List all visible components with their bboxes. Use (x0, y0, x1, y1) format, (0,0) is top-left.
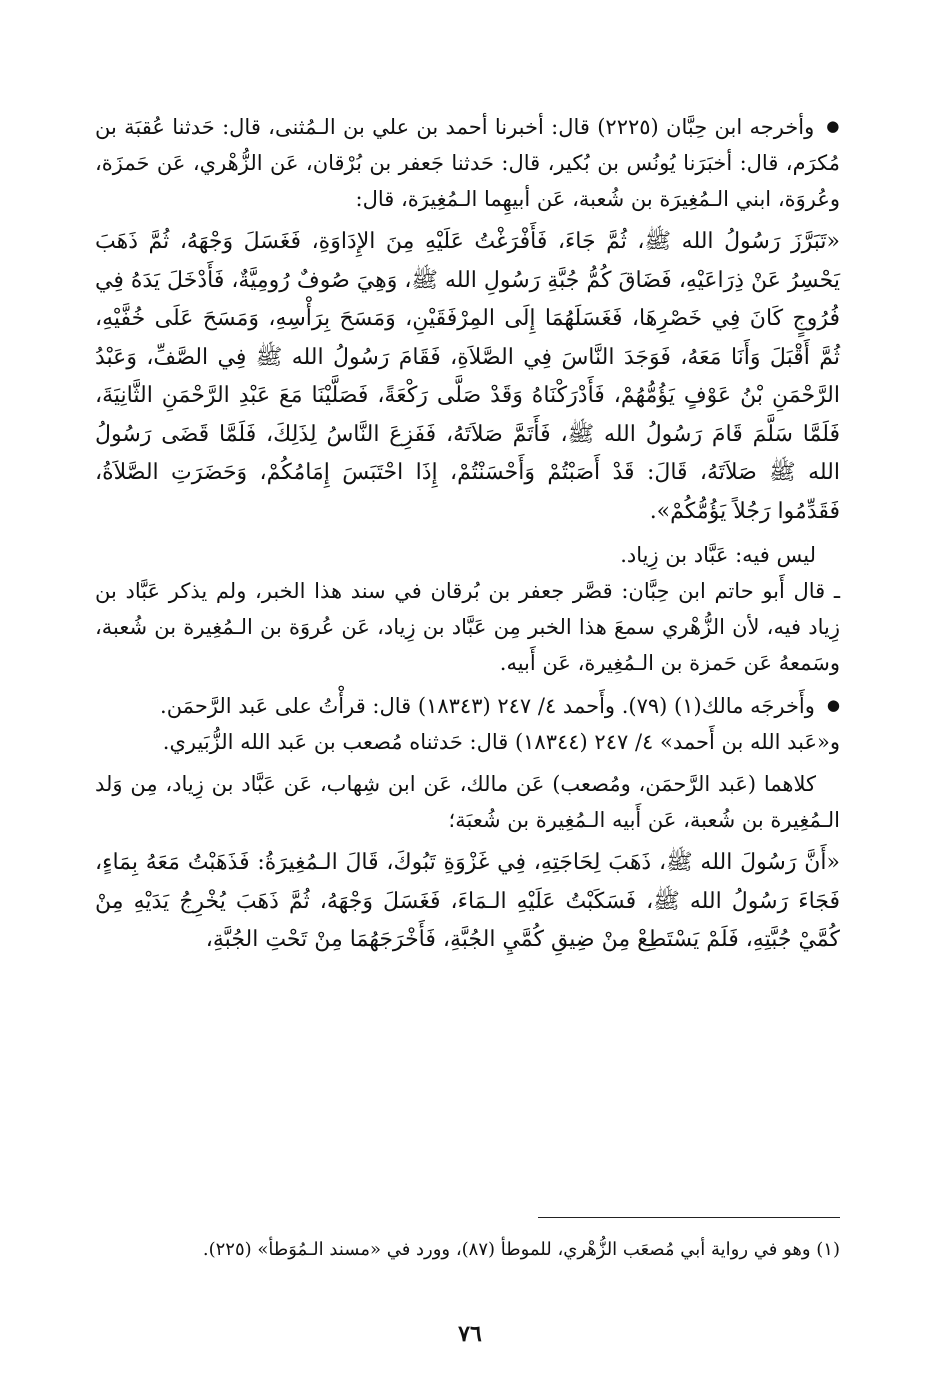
hadith-chain-summary: كلاهما (عَبد الرَّحمَن، ومُصعب) عَن مالك، عَن ابن شِهاب، عَن عَبَّاد بن زِياد، مِن وَلد الـمُغِيرة بن شُعبة، عَن أَبيه الـمُغِيرة بن شُعبَة؛ (95, 772, 840, 832)
hadith-text-1: «تَبَرَّزَ رَسُولُ الله ﷺ، ثُمَّ جَاءَ، فَأَفْرَغْتُ عَلَيْهِ مِنَ الإِدَاوَةِ، فَغَسَلَ وَجْهَهُ، ثُمَّ ذَهَبَ يَحْسِرُ عَنْ ذِرَاعَيْهِ، فَضَاقَ كُمُّ جُبَّةِ رَسُولِ الله ﷺ، وَهِيَ صُوفٌ رُومِيَّةٌ، فَأَدْخَلَ يَدَهُ فِي فُرُوجٍ كَانَ فِي خَصْرِهَا، فَغَسَلَهُمَا إِلَى المِرْفَقَيْنِ، وَمَسَحَ بِرَأْسِهِ، وَمَسَحَ عَلَى خُفَّيْهِ، ثُمَّ أَقْبَلَ وَأَنَا مَعَهُ، فَوَجَدَ النَّاسَ فِي الصَّلاَةِ، فَقَامَ رَسُولُ الله ﷺ فِي الصَّفِّ، وَعَبْدُ الرَّحْمَنِ بْنُ عَوْفٍ يَؤُمُّهُمْ، فَأَدْرَكْنَاهُ وَقَدْ صَلَّى رَكْعَةً، فَصَلَّيْنَا مَعَ عَبْدِ الرَّحْمَنِ الثَّانِيَةَ، فَلَمَّا سَلَّمَ قَامَ رَسُولُ الله ﷺ، فَأَتَمَّ صَلاَتَهُ، فَفَزِعَ النَّاسُ لِذَلِكَ، فَلَمَّا قَضَى رَسُولُ الله ﷺ صَلاَتَهُ، قَالَ: قَدْ أَصَبْتُمْ وَأَحْسَنْتُمْ، إِذَا احْتَبَسَ إِمَامُكُمْ، وَحَضَرَتِ الصَّلاَةُ، فَقَدِّمُوا رَجُلاً يَؤُمُّكُمْ». (95, 229, 840, 524)
footnote: (١) وهو في رواية أبي مُصعَب الزُّهْري، للموطأ (٨٧)، وورد في «مسند الـمُوَطأ» (٢٢٥). (202, 1239, 840, 1260)
footnote-divider (538, 1217, 840, 1218)
main-text (95, 108, 840, 960)
hadith-chain-ibn-hibban: ● وأخرجه ابن حِبَّان (٢٢٢٥) قال: أخبرنا أحمد بن علي بن الـمُثنى، قال: حَدثنا عُقبَة بن مُكرَم، قال: أخبَرَنا يُونُس بن بُكير، قال: حَدثنا جَعفر بن بُرْقان، عَن الزُّهْري، عَن حَمزَة، وعُروَة، ابني الـمُغِيرَة بن شُعبة، عَن أبيهِما الـمُغِيرَة، قال: (95, 108, 840, 217)
ibn-hibban-commentary: ـ قال أَبو حاتم ابن حِبَّان: قصَّر جعفر بن بُرقان في سند هذا الخبر، ولم يذكر عَبَّاد بن زِياد فيه، لأن الزُّهْري سمعَ هذا الخبر مِن عَبَّاد بن زِياد، عَن عُروَة بن الـمُغِيرة بن شُعبة، وسَمعهُ عَن حَمزة بن الـمُغِيرة، عَن أَبيه. (95, 579, 840, 675)
page-number: ٧٦ (458, 1321, 482, 1347)
hadith-chain-malik: ● وأَخرجَه مالك(١) (٧٩). وأَحمد ٤/ ٢٤٧ (١٨٣٤٣) قال: قرأْتُ على عَبد الرَّحمَن. (95, 687, 840, 724)
hadith-chain-abdullah: و«عَبد الله بن أَحمد» ٤/ ٢٤٧ (١٨٣٤٤) قال: حَدثناه مُصعب بن عَبد الله الزُّبَيري. (162, 730, 840, 754)
hadith-text-2: «أَنَّ رَسُولَ الله ﷺ، ذَهَبَ لِحَاجَتِهِ، فِي غَزْوَةِ تَبُوكَ، قَالَ الـمُغِيرَةُ: فَذَهَبْتُ مَعَهُ بِمَاءٍ، فَجَاءَ رَسُولُ الله ﷺ، فَسَكَبْتُ عَلَيْهِ الـمَاءَ، فَغَسَلَ وَجْهَهُ، ثُمَّ ذَهَبَ يُخْرِجُ يَدَيْهِ مِنْ كُمَّيْ جُبَّتِهِ، فَلَمْ يَسْتَطِعْ مِنْ ضِيقِ كُمَّيِ الجُبَّةِ، فَأَخْرَجَهُمَا مِنْ تَحْتِ الجُبَّةِ، (95, 850, 840, 952)
note-missing-narrator: ليس فيه: عَبَّاد بن زِياد. (620, 543, 816, 567)
